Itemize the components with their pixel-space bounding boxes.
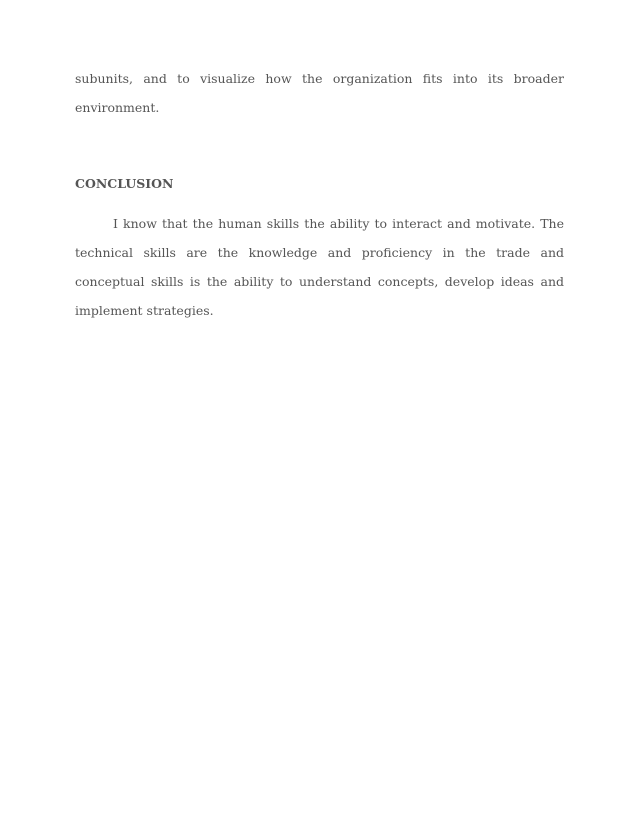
document-page [75,64,564,325]
section-heading-conclusion: CONCLUSION [75,176,174,191]
conclusion-paragraph: I know that the human skills the ability to interact and motivate. The technical skills are the knowledge and proficiency in the trade and conceptual skills is the ability to understand concepts, develop ideas and implement strategies. [75,216,564,318]
continued-paragraph: subunits, and to visualize how the organization fits into its broader environment. [75,71,564,115]
